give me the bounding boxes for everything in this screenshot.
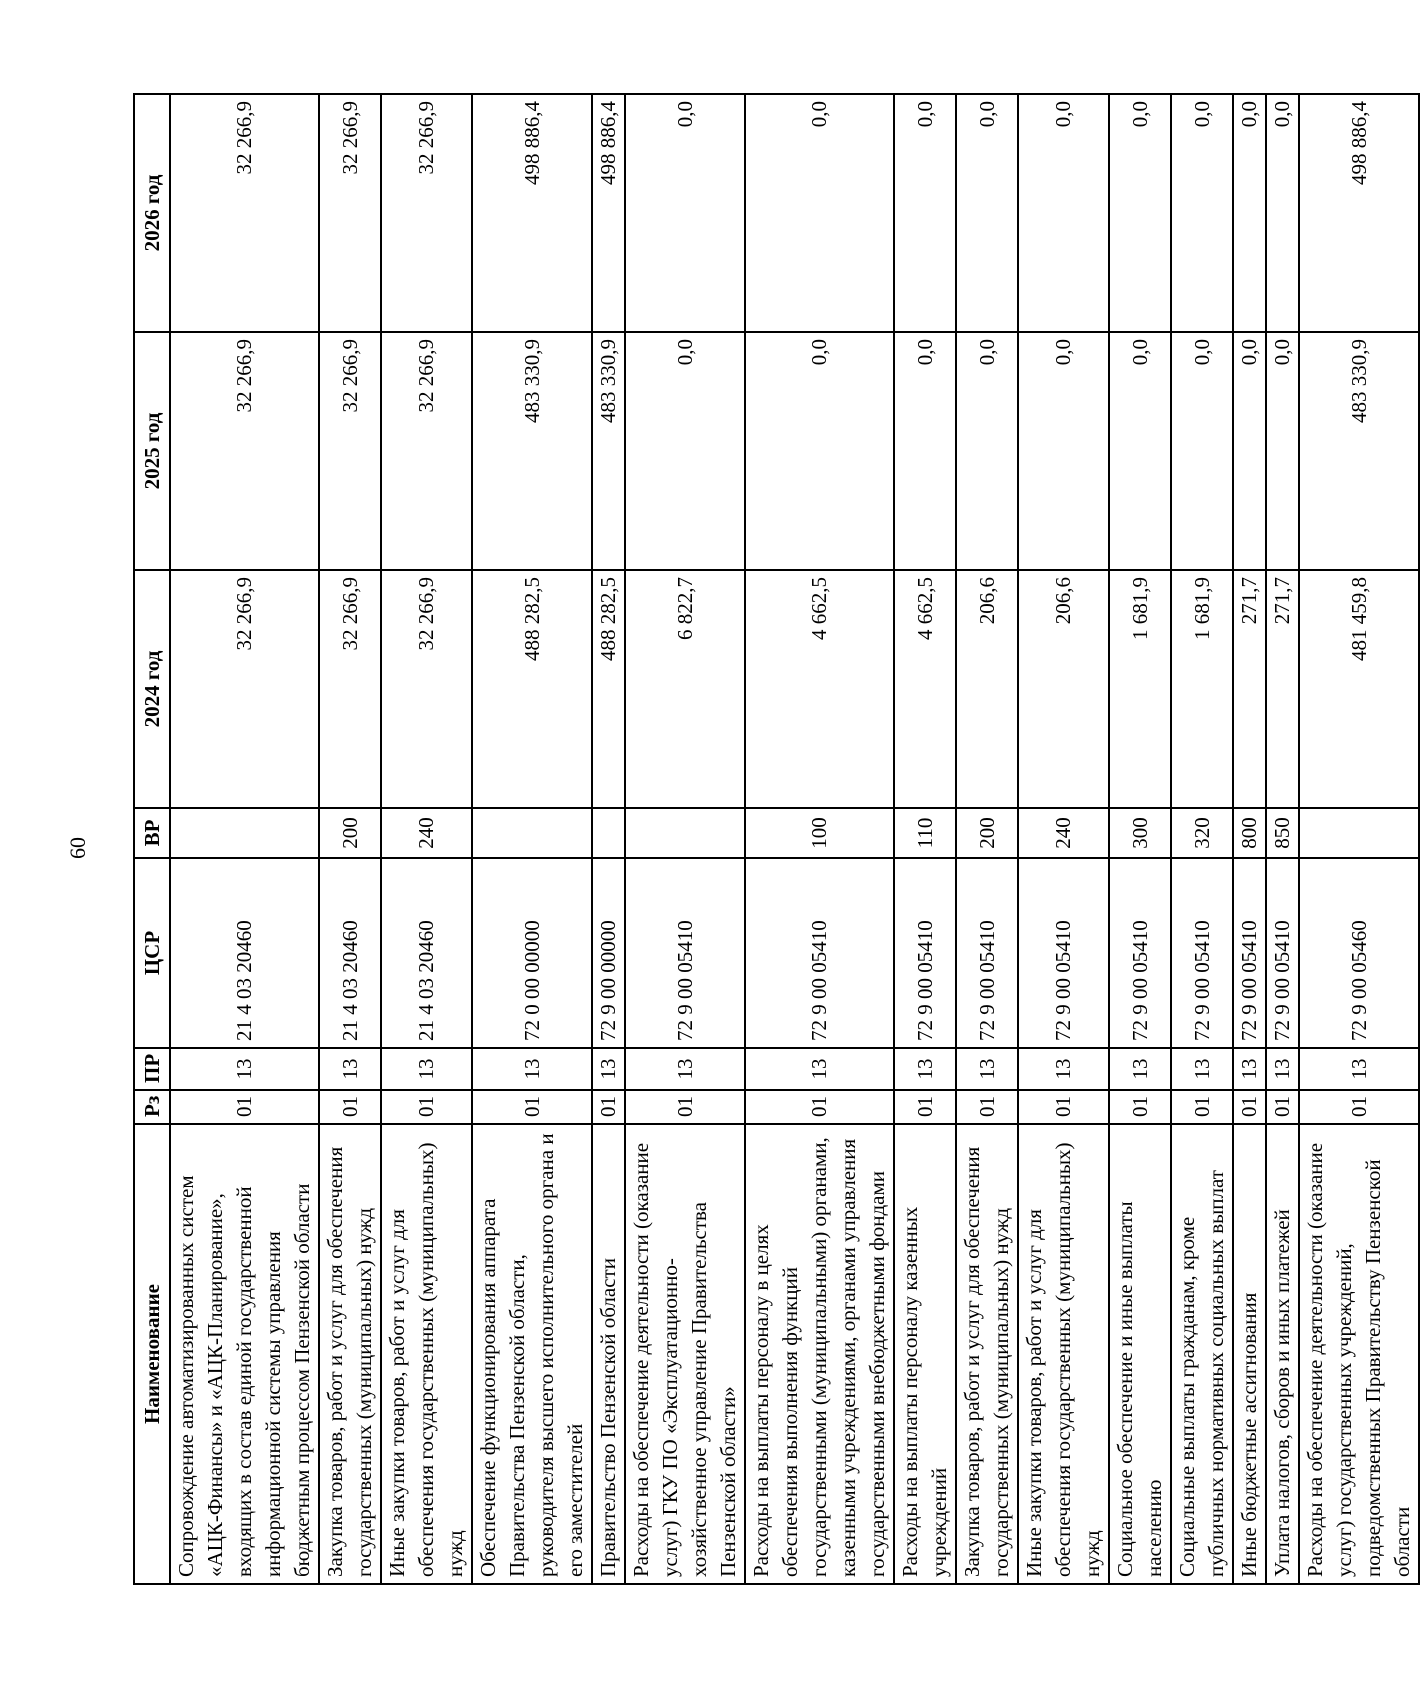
cell-name: Правительство Пензенской области (592, 1124, 625, 1584)
cell-csr: 72 9 00 05410 (1266, 858, 1299, 1048)
cell-2026: 0,0 (745, 94, 894, 332)
cell-2025: 0,0 (1266, 332, 1299, 570)
cell-vr (592, 808, 625, 858)
cell-pr: 13 (472, 1048, 592, 1090)
cell-name: Социальное обеспечение и иные выплаты населению (1109, 1124, 1171, 1584)
cell-2025: 0,0 (1233, 332, 1266, 570)
table-row (1233, 94, 1266, 1584)
cell-2026: 0,0 (1109, 94, 1171, 332)
cell-rz: 01 (1233, 1090, 1266, 1124)
cell-rz: 01 (1109, 1090, 1171, 1124)
cell-2024: 4 662,5 (745, 570, 894, 808)
table-row (745, 94, 894, 1584)
cell-name: Иные закупки товаров, работ и услуг для обеспечения государственных (муниципальных) нужд (381, 1124, 472, 1584)
cell-vr (472, 808, 592, 858)
cell-rz: 01 (1018, 1090, 1109, 1124)
header-name: Наименование (134, 1124, 170, 1584)
cell-name: Расходы на выплаты персоналу казенных учреждений (894, 1124, 956, 1584)
table-row (592, 94, 625, 1584)
cell-name: Закупка товаров, работ и услуг для обеспечения государственных (муниципальных) нужд (319, 1124, 381, 1584)
cell-2025: 0,0 (625, 332, 745, 570)
cell-pr: 13 (381, 1048, 472, 1090)
cell-csr: 72 9 00 05410 (625, 858, 745, 1048)
cell-csr: 72 9 00 05410 (1171, 858, 1233, 1048)
cell-vr (625, 808, 745, 858)
cell-pr: 13 (1171, 1048, 1233, 1090)
cell-rz: 01 (894, 1090, 956, 1124)
table-body (170, 94, 1419, 1584)
cell-name: Закупка товаров, работ и услуг для обеспечения государственных (муниципальных) нужд (956, 1124, 1018, 1584)
cell-vr: 240 (1018, 808, 1109, 858)
cell-2026: 0,0 (956, 94, 1018, 332)
cell-rz: 01 (592, 1090, 625, 1124)
table-row (472, 94, 592, 1584)
cell-pr: 13 (745, 1048, 894, 1090)
cell-2025: 32 266,9 (319, 332, 381, 570)
cell-pr: 13 (625, 1048, 745, 1090)
cell-pr: 13 (1266, 1048, 1299, 1090)
cell-rz: 01 (1266, 1090, 1299, 1124)
cell-vr (170, 808, 319, 858)
cell-2024: 488 282,5 (472, 570, 592, 808)
cell-pr: 13 (894, 1048, 956, 1090)
header-pr: ПР (134, 1048, 170, 1090)
table-row (956, 94, 1018, 1584)
cell-2026: 498 886,4 (592, 94, 625, 332)
table-row (381, 94, 472, 1584)
cell-rz: 01 (319, 1090, 381, 1124)
cell-csr: 72 9 00 05410 (956, 858, 1018, 1048)
cell-csr: 72 9 00 05410 (894, 858, 956, 1048)
cell-name: Расходы на обеспечение деятельности (оказание услуг) ГКУ ПО «Эксплуатационно-хозяйственное управление Правительства Пензенской области» (625, 1124, 745, 1584)
page-number: 60 (65, 837, 90, 859)
budget-table (133, 93, 1420, 1585)
header-2025: 2025 год (134, 332, 170, 570)
cell-csr: 72 9 00 05410 (1109, 858, 1171, 1048)
cell-2025: 483 330,9 (1299, 332, 1419, 570)
cell-csr: 72 9 00 00000 (592, 858, 625, 1048)
rotated-table-container (133, 95, 1414, 1585)
cell-2025: 32 266,9 (170, 332, 319, 570)
cell-2024: 32 266,9 (381, 570, 472, 808)
cell-2024: 206,6 (1018, 570, 1109, 808)
cell-2024: 1 681,9 (1171, 570, 1233, 808)
table-header-row (134, 94, 170, 1584)
cell-rz: 01 (745, 1090, 894, 1124)
table-row (1109, 94, 1171, 1584)
cell-vr: 110 (894, 808, 956, 858)
cell-name: Уплата налогов, сборов и иных платежей (1266, 1124, 1299, 1584)
cell-name: Расходы на обеспечение деятельности (оказание услуг) государственных учреждений, подведомственных Правительству Пензенской области (1299, 1124, 1419, 1584)
cell-vr: 800 (1233, 808, 1266, 858)
cell-csr: 72 9 00 05410 (1018, 858, 1109, 1048)
header-csr: ЦСР (134, 858, 170, 1048)
header-2024: 2024 год (134, 570, 170, 808)
cell-vr: 240 (381, 808, 472, 858)
cell-2025: 0,0 (1171, 332, 1233, 570)
cell-pr: 13 (592, 1048, 625, 1090)
cell-csr: 21 4 03 20460 (170, 858, 319, 1048)
cell-2025: 32 266,9 (381, 332, 472, 570)
cell-2026: 32 266,9 (170, 94, 319, 332)
cell-vr: 300 (1109, 808, 1171, 858)
cell-pr: 13 (956, 1048, 1018, 1090)
cell-name: Сопровождение автоматизированных систем «АЦК-Финансы» и «АЦК-Планирование», входящих в состав единой государственной информационной системы управления бюджетным процессом Пензенской области (170, 1124, 319, 1584)
cell-rz: 01 (625, 1090, 745, 1124)
cell-2024: 4 662,5 (894, 570, 956, 808)
cell-rz: 01 (170, 1090, 319, 1124)
cell-2025: 0,0 (894, 332, 956, 570)
cell-pr: 13 (170, 1048, 319, 1090)
cell-vr: 200 (319, 808, 381, 858)
cell-rz: 01 (956, 1090, 1018, 1124)
cell-csr: 72 0 00 00000 (472, 858, 592, 1048)
cell-2025: 0,0 (1018, 332, 1109, 570)
cell-pr: 13 (1018, 1048, 1109, 1090)
cell-2026: 0,0 (1018, 94, 1109, 332)
cell-pr: 13 (1233, 1048, 1266, 1090)
cell-name: Иные закупки товаров, работ и услуг для обеспечения государственных (муниципальных) нужд (1018, 1124, 1109, 1584)
cell-rz: 01 (381, 1090, 472, 1124)
cell-2024: 271,7 (1233, 570, 1266, 808)
header-2026: 2026 год (134, 94, 170, 332)
cell-csr: 72 9 00 05410 (1233, 858, 1266, 1048)
cell-2026: 0,0 (1233, 94, 1266, 332)
cell-vr: 320 (1171, 808, 1233, 858)
table-row (625, 94, 745, 1584)
cell-2025: 483 330,9 (472, 332, 592, 570)
table-row (170, 94, 319, 1584)
cell-2026: 0,0 (894, 94, 956, 332)
cell-vr: 100 (745, 808, 894, 858)
cell-pr: 13 (319, 1048, 381, 1090)
cell-2025: 0,0 (956, 332, 1018, 570)
cell-2026: 32 266,9 (381, 94, 472, 332)
cell-csr: 21 4 03 20460 (381, 858, 472, 1048)
cell-2024: 6 822,7 (625, 570, 745, 808)
cell-name: Расходы на выплаты персоналу в целях обеспечения выполнения функций государственными (муниципальными) органами, казенными учреждениями, органами управления государственными внебюджетными фондами (745, 1124, 894, 1584)
cell-2026: 0,0 (625, 94, 745, 332)
cell-rz: 01 (1171, 1090, 1233, 1124)
cell-pr: 13 (1109, 1048, 1171, 1090)
cell-name: Иные бюджетные ассигнования (1233, 1124, 1266, 1584)
table-row (1299, 94, 1419, 1584)
cell-2024: 32 266,9 (170, 570, 319, 808)
table-row (1018, 94, 1109, 1584)
cell-2024: 271,7 (1266, 570, 1299, 808)
table-row (319, 94, 381, 1584)
cell-2024: 488 282,5 (592, 570, 625, 808)
header-vr: ВР (134, 808, 170, 858)
header-rz: Рз (134, 1090, 170, 1124)
cell-vr: 850 (1266, 808, 1299, 858)
cell-2025: 0,0 (745, 332, 894, 570)
cell-csr: 72 9 00 05460 (1299, 858, 1419, 1048)
cell-pr: 13 (1299, 1048, 1419, 1090)
cell-name: Обеспечение функционирования аппарата Правительства Пензенской области, руководителя высшего исполнительного органа и его заместителей (472, 1124, 592, 1584)
cell-vr: 200 (956, 808, 1018, 858)
cell-2026: 0,0 (1171, 94, 1233, 332)
cell-2026: 498 886,4 (1299, 94, 1419, 332)
cell-2026: 498 886,4 (472, 94, 592, 332)
table-row (894, 94, 956, 1584)
cell-vr (1299, 808, 1419, 858)
table-row (1266, 94, 1299, 1584)
cell-2026: 0,0 (1266, 94, 1299, 332)
cell-2026: 32 266,9 (319, 94, 381, 332)
cell-2024: 1 681,9 (1109, 570, 1171, 808)
cell-2025: 0,0 (1109, 332, 1171, 570)
cell-csr: 72 9 00 05410 (745, 858, 894, 1048)
cell-2025: 483 330,9 (592, 332, 625, 570)
cell-csr: 21 4 03 20460 (319, 858, 381, 1048)
cell-rz: 01 (472, 1090, 592, 1124)
cell-2024: 32 266,9 (319, 570, 381, 808)
table-row (1171, 94, 1233, 1584)
cell-2024: 481 459,8 (1299, 570, 1419, 808)
cell-rz: 01 (1299, 1090, 1419, 1124)
cell-name: Социальные выплаты гражданам, кроме публичных нормативных социальных выплат (1171, 1124, 1233, 1584)
cell-2024: 206,6 (956, 570, 1018, 808)
